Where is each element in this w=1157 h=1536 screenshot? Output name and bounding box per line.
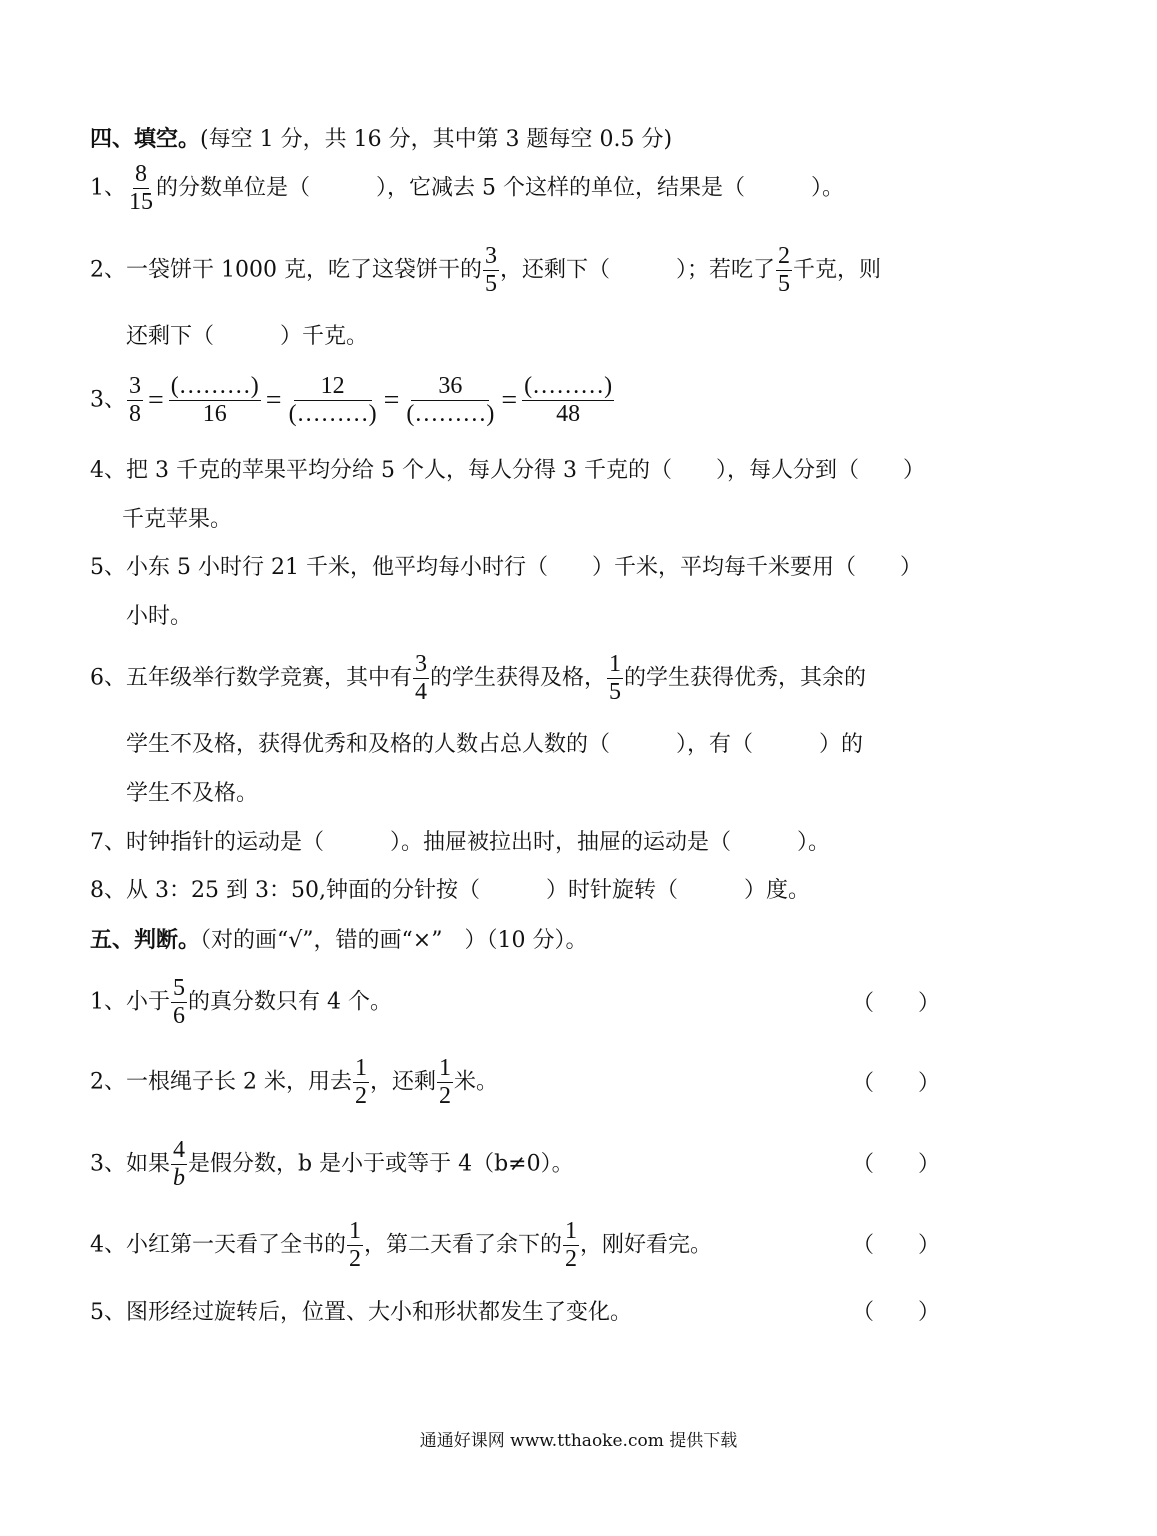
footer-text: 通通好课网 www.tthaoke.com 提供下载 [419, 1431, 738, 1451]
fill-question-8: 8、从 3：25 到 3：50,钟面的分针按（ ）时针旋转（ ）度。 [90, 878, 810, 903]
fill-question-4: 4、把 3 千克的苹果平均分给 5 个人，每人分得 3 千克的（ ），每人分到（ ） [90, 458, 925, 483]
question-text: 的学生获得及格， [430, 665, 607, 691]
question-text: 千克，则 [793, 257, 882, 283]
judge-question-1 [90, 976, 392, 1029]
equals-sign: = [383, 384, 400, 416]
fraction-5-6: $\frac{5}{6}$ [173, 975, 185, 1030]
question-text: 米。 [454, 1069, 499, 1095]
equals-sign: = [148, 384, 164, 416]
question-text: 2、一根绳子长 2 米，用去 [90, 1069, 352, 1095]
fraction-3-5: $\frac{3}{5}$ [484, 243, 497, 298]
answer-parentheses: （ ） [852, 1071, 941, 1096]
equals-sign: = [265, 384, 282, 416]
answer-parentheses: （ ） [852, 1300, 941, 1325]
question-text: 6、五年级举行数学竞赛，其中有 [90, 665, 412, 691]
fraction-1-5: $\frac{1}{5}$ [609, 651, 622, 706]
question-text: ，第二天看了余下的 [364, 1232, 563, 1258]
fraction-1-2: $\frac{1}{2}$ [439, 1055, 451, 1110]
equals-sign: = [501, 384, 518, 416]
fraction-3-4: $\frac{3}{4}$ [415, 651, 427, 706]
judge-question-5: 5、图形经过旋转后，位置、大小和形状都发生了变化。 [90, 1300, 632, 1325]
question-text: 是假分数，b 是小于或等于 4（b≠0）。 [188, 1151, 574, 1177]
fill-question-5-line2: 小时。 [126, 604, 193, 629]
fraction-4-b: $\frac{4}{b}$ [173, 1137, 185, 1192]
fraction-1-2: $\frac{1}{2}$ [565, 1218, 578, 1273]
question-text: 4、小红第一天看了全书的 [90, 1232, 346, 1258]
fill-question-6-line2: 学生不及格，获得优秀和及格的人数占总人数的（ ），有（ ）的 [126, 732, 864, 757]
section-five-note: （对的画“√”，错的画“×” ）（10 分）。 [200, 928, 588, 953]
fill-question-2-line2: 还剩下（ ）千克。 [126, 324, 369, 349]
question-text: 的分数单位是（ ），它减去 5 个这样的单位，结果是（ ）。 [156, 175, 844, 201]
section-four-title: 四、填空。 [90, 126, 201, 152]
question-text: ，还剩 [369, 1069, 436, 1095]
fill-question-2 [90, 244, 881, 297]
fraction-2-5: $\frac{2}{5}$ [778, 243, 790, 298]
question-text: 1、小于 [90, 989, 170, 1015]
fill-question-1 [90, 162, 844, 215]
answer-parentheses: （ ） [852, 991, 941, 1016]
question-number: 1、 [90, 175, 126, 201]
question-text: ，刚好看完。 [580, 1232, 713, 1258]
fill-question-5: 5、小东 5 小时行 21 千米，他平均每小时行（ ）千米，平均每千米要用（ ） [90, 555, 922, 580]
judge-question-2 [90, 1056, 498, 1109]
fraction-36-blank: $\frac{36}{(\dots\dots\dots)}$ [406, 373, 495, 428]
judge-question-4 [90, 1219, 712, 1272]
section-five-title: 五、判断。 [90, 927, 201, 953]
fraction-8-15: $\frac{8}{15}$ [129, 161, 153, 216]
question-text: 3、如果 [90, 1151, 170, 1177]
question-text: ，还剩下（ ）；若吃了 [499, 257, 775, 283]
fraction-1-2: $\frac{1}{2}$ [349, 1218, 361, 1273]
fraction-12-blank: $\frac{12}{(\dots\dots\dots)}$ [288, 373, 377, 428]
question-text: 的真分数只有 4 个。 [188, 989, 392, 1015]
judge-question-3 [90, 1138, 574, 1191]
question-number: 3、 [90, 387, 126, 413]
section-four-note: (每空 1 分，共 16 分，其中第 3 题每空 0.5 分) [200, 127, 673, 152]
section-four-heading [90, 128, 672, 151]
question-text: 2、一袋饼干 1000 克，吃了这袋饼干的 [90, 257, 482, 283]
section-five-heading [90, 929, 587, 952]
question-text: 的学生获得优秀，其余的 [624, 665, 867, 691]
fill-question-3 [90, 374, 615, 427]
fill-question-6-line3: 学生不及格。 [126, 781, 259, 806]
fraction-blank-48: $\frac{(\dots\dots\dots)}{48}$ [524, 373, 613, 428]
answer-parentheses: （ ） [852, 1233, 941, 1258]
fraction-1-2: $\frac{1}{2}$ [354, 1055, 367, 1110]
fraction-3-8: $\frac{3}{8}$ [129, 373, 141, 428]
fraction-blank-16: $\frac{(\dots\dots\dots)}{16}$ [170, 373, 259, 428]
answer-parentheses: （ ） [852, 1152, 941, 1177]
fill-question-6 [90, 652, 866, 705]
fill-question-4-line2: 千克苹果。 [122, 507, 233, 532]
fill-question-7: 7、时钟指针的运动是（ ）。抽屉被拉出时，抽屉的运动是（ ）。 [90, 830, 830, 855]
